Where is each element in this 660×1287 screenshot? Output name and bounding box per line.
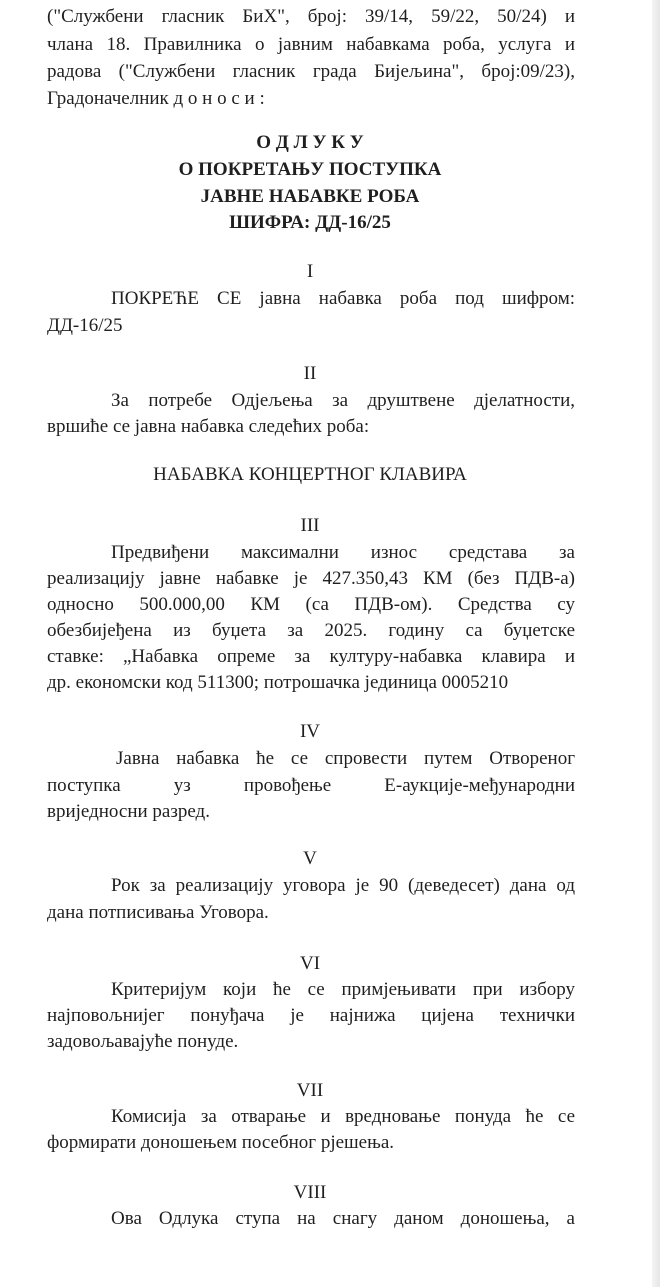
decision-subtitle: О ПОКРЕТАЊУ ПОСТУПКА <box>178 159 442 180</box>
section-number: III <box>300 515 320 536</box>
section-text: задовољавајуће понуде. <box>47 1031 239 1052</box>
section-text: ставке: „Набавка опреме за културу-набавка клавира и <box>47 646 575 667</box>
section-text: вриједносни разред. <box>47 801 210 822</box>
section-number: VI <box>299 953 321 974</box>
section-text: Критеријум који ће се примјењивати при избору <box>111 979 575 1000</box>
section-text: поступка уз провођење Е-аукције-међународни <box>47 775 575 796</box>
section-text: обезбијеђена из буџета за 2025. годину са буџетске <box>47 620 575 641</box>
preamble-line: Градоначелник д о н о с и : <box>47 88 265 109</box>
decision-code: ШИФРА: ДД-16/25 <box>229 212 391 233</box>
preamble-line: члана 18. Правилника о јавним набавкама роба, услуга и <box>47 34 575 55</box>
section-text: ДД-16/25 <box>47 315 123 336</box>
section-text: формирати доношењем посебног рјешења. <box>47 1132 395 1153</box>
section-text: односно 500.000,00 КМ (са ПДВ-ом). Средства су <box>47 594 575 615</box>
section-text: Предвиђени максимални износ средстава за <box>111 542 575 563</box>
section-number: VIII <box>293 1182 327 1203</box>
section-text: најповољнијег понуђача је најнижа цијена технички <box>47 1005 575 1026</box>
section-text: За потребе Одјељења за друштвене дјелатности, <box>111 390 575 411</box>
section-text: Ова Одлука ступа на снагу даном доношења, а <box>111 1208 575 1229</box>
section-text: Рок за реализацију уговора је 90 (деведесет) дана од <box>111 875 575 896</box>
section-number: I <box>306 261 314 282</box>
decision-subtitle: ЈАВНЕ НАБАВКЕ РОБА <box>200 186 420 207</box>
section-text: реализацију јавне набавке је 427.350,43 КМ (без ПДВ-а) <box>47 568 575 589</box>
preamble-line: радова ("Службени гласник града Бијељина", број:09/23), <box>47 61 575 82</box>
section-text: др. економски код 511300; потрошачка јединица 0005210 <box>47 672 509 693</box>
procurement-item: НАБАВКА КОНЦЕРТНОГ КЛАВИРА <box>153 464 467 485</box>
page-edge-shadow <box>652 0 660 1287</box>
section-text: дана потписивања Уговора. <box>47 902 269 923</box>
section-number: II <box>303 363 317 384</box>
section-text: ПОКРЕЋЕ СЕ јавна набавка роба под шифром: <box>111 288 575 309</box>
section-number: IV <box>299 721 321 742</box>
decision-title: О Д Л У К У <box>256 132 364 153</box>
preamble-line: ("Службени гласник БиХ", број: 39/14, 59/22, 50/24) и <box>47 6 575 27</box>
section-number: V <box>303 848 317 869</box>
section-number: VII <box>296 1080 324 1101</box>
section-text: Јавна набавка ће се спровести путем Отвореног <box>116 748 575 769</box>
section-text: Комисија за отварање и вредновање понуда ће се <box>111 1106 575 1127</box>
section-text: вршиће се јавна набавка следећих роба: <box>47 416 370 437</box>
